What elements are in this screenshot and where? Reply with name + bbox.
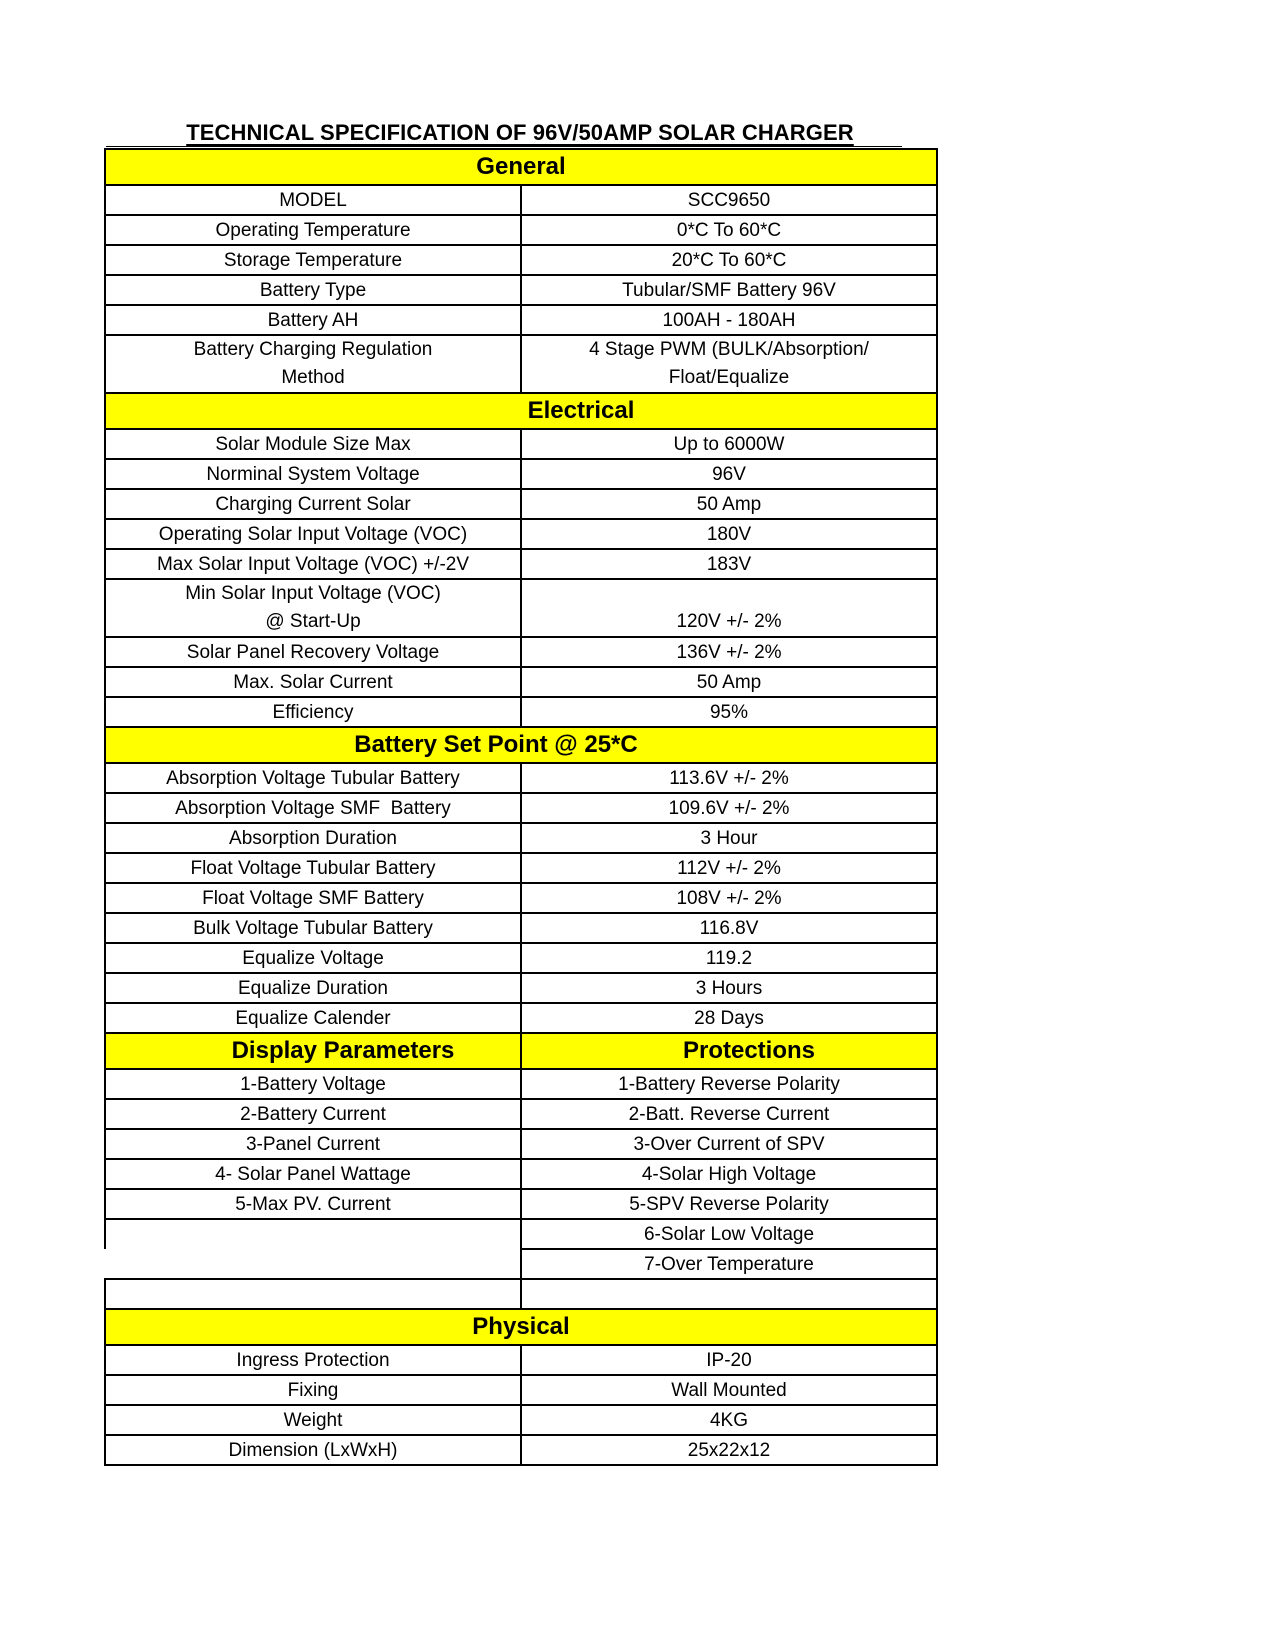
table-row <box>105 697 937 727</box>
protection-item: 2-Batt. Reverse Current <box>521 1099 937 1129</box>
empty-cell <box>521 1279 937 1309</box>
title-rule <box>106 146 902 147</box>
spec-label: Dimension (LxWxH) <box>105 1435 521 1465</box>
protection-item: 5-SPV Reverse Polarity <box>521 1189 937 1219</box>
section-header-battery-set-point <box>105 727 937 763</box>
spec-value: 183V <box>521 549 937 579</box>
table-row <box>105 579 937 637</box>
spec-label: Bulk Voltage Tubular Battery <box>105 913 521 943</box>
table-row <box>105 853 937 883</box>
spec-value: 109.6V +/- 2% <box>521 793 937 823</box>
spec-value: 28 Days <box>521 1003 937 1033</box>
table-row <box>105 973 937 1003</box>
display-parameter: 2-Battery Current <box>105 1099 521 1129</box>
table-row <box>105 459 937 489</box>
spec-label: Operating Solar Input Voltage (VOC) <box>105 519 521 549</box>
table-row <box>105 1345 937 1375</box>
spec-label: Absorption Duration <box>105 823 521 853</box>
display-parameter: 4- Solar Panel Wattage <box>105 1159 521 1189</box>
section-title-protections: Protections <box>521 1033 937 1069</box>
table-row <box>105 519 937 549</box>
spec-label: Float Voltage Tubular Battery <box>105 853 521 883</box>
spec-value: 180V <box>521 519 937 549</box>
protection-item: 6-Solar Low Voltage <box>521 1219 937 1249</box>
spec-label: Equalize Calender <box>105 1003 521 1033</box>
table-row <box>105 215 937 245</box>
spec-label-line: Method <box>281 367 345 388</box>
spec-value: 136V +/- 2% <box>521 637 937 667</box>
table-row <box>105 793 937 823</box>
spec-value: IP-20 <box>521 1345 937 1375</box>
table-row <box>105 429 937 459</box>
spec-value: 25x22x12 <box>521 1435 937 1465</box>
table-row <box>105 1219 937 1249</box>
spec-value-line: Float/Equalize <box>668 367 790 388</box>
table-row <box>105 1129 937 1159</box>
section-header-general <box>105 149 937 185</box>
spec-label: Ingress Protection <box>105 1345 521 1375</box>
spec-label: Fixing <box>105 1375 521 1405</box>
spec-label: Solar Module Size Max <box>105 429 521 459</box>
spec-label: Operating Temperature <box>105 215 521 245</box>
spec-value: 96V <box>521 459 937 489</box>
spec-value: Wall Mounted <box>521 1375 937 1405</box>
protection-item: 7-Over Temperature <box>521 1249 937 1279</box>
spec-label <box>105 335 521 393</box>
protection-item: 3-Over Current of SPV <box>521 1129 937 1159</box>
spec-label: Max. Solar Current <box>105 667 521 697</box>
table-row <box>105 883 937 913</box>
spec-label: Absorption Voltage Tubular Battery <box>105 763 521 793</box>
document-title: TECHNICAL SPECIFICATION OF 96V/50AMP SOLAR CHARGER <box>186 120 854 145</box>
table-row <box>105 1405 937 1435</box>
spec-value: Up to 6000W <box>521 429 937 459</box>
spec-label: Solar Panel Recovery Voltage <box>105 637 521 667</box>
display-parameter: 5-Max PV. Current <box>105 1189 521 1219</box>
section-title: Physical <box>105 1309 937 1345</box>
table-row <box>105 245 937 275</box>
spec-label: Float Voltage SMF Battery <box>105 883 521 913</box>
spec-label: Equalize Voltage <box>105 943 521 973</box>
spec-label: Absorption Voltage SMF Battery <box>105 793 521 823</box>
spec-value: 50 Amp <box>521 489 937 519</box>
spec-value: 3 Hour <box>521 823 937 853</box>
spec-label <box>105 579 521 637</box>
table-row <box>105 1279 937 1309</box>
table-row <box>105 549 937 579</box>
spec-label: Charging Current Solar <box>105 489 521 519</box>
table-row <box>105 913 937 943</box>
spec-value: 119.2 <box>521 943 937 973</box>
table-row <box>105 1099 937 1129</box>
spec-label: Battery Type <box>105 275 521 305</box>
table-row <box>105 1003 937 1033</box>
spec-value-line: 4 Stage PWM (BULK/Absorption/ <box>589 339 869 360</box>
spec-value: SCC9650 <box>521 185 937 215</box>
spec-value <box>521 335 937 393</box>
table-row <box>105 637 937 667</box>
empty-cell <box>105 1219 521 1249</box>
table-row <box>105 305 937 335</box>
table-row <box>105 1069 937 1099</box>
display-parameter: 3-Panel Current <box>105 1129 521 1159</box>
spec-value: Tubular/SMF Battery 96V <box>521 275 937 305</box>
protection-item: 1-Battery Reverse Polarity <box>521 1069 937 1099</box>
table-row <box>105 823 937 853</box>
section-title-display: Display Parameters <box>105 1033 521 1069</box>
table-row <box>105 1435 937 1465</box>
spec-label: Efficiency <box>105 697 521 727</box>
spec-label: Weight <box>105 1405 521 1435</box>
spec-value: 4KG <box>521 1405 937 1435</box>
table-row <box>105 1159 937 1189</box>
section-header-electrical <box>105 393 937 429</box>
section-title: General <box>105 149 937 185</box>
empty-cell <box>105 1279 521 1309</box>
spec-table <box>104 148 938 1466</box>
spec-label: Storage Temperature <box>105 245 521 275</box>
table-row <box>105 1249 937 1279</box>
table-row <box>105 1189 937 1219</box>
spec-label: Battery AH <box>105 305 521 335</box>
table-row <box>105 667 937 697</box>
spec-value: 120V +/- 2% <box>521 579 937 637</box>
spec-value: 95% <box>521 697 937 727</box>
display-parameter: 1-Battery Voltage <box>105 1069 521 1099</box>
spec-value: 0*C To 60*C <box>521 215 937 245</box>
spec-label: MODEL <box>105 185 521 215</box>
table-row <box>105 185 937 215</box>
spec-value: 113.6V +/- 2% <box>521 763 937 793</box>
table-row <box>105 275 937 305</box>
table-row <box>105 489 937 519</box>
section-header-display-protections <box>105 1033 937 1069</box>
spec-value: 112V +/- 2% <box>521 853 937 883</box>
section-header-physical <box>105 1309 937 1345</box>
spec-label-line: Battery Charging Regulation <box>193 339 433 360</box>
empty-cell <box>105 1249 521 1279</box>
protection-item: 4-Solar High Voltage <box>521 1159 937 1189</box>
section-title: Battery Set Point @ 25*C <box>105 727 937 763</box>
spec-value: 100AH - 180AH <box>521 305 937 335</box>
spec-label-line: Min Solar Input Voltage (VOC) <box>185 583 441 604</box>
table-row <box>105 763 937 793</box>
spec-value: 20*C To 60*C <box>521 245 937 275</box>
spec-label-line: @ Start-Up <box>265 611 361 632</box>
spec-value: 108V +/- 2% <box>521 883 937 913</box>
table-row <box>105 335 937 393</box>
table-row <box>105 943 937 973</box>
spec-label: Max Solar Input Voltage (VOC) +/-2V <box>105 549 521 579</box>
spec-value: 3 Hours <box>521 973 937 1003</box>
section-title: Electrical <box>105 393 937 429</box>
spec-label: Norminal System Voltage <box>105 459 521 489</box>
spec-label: Equalize Duration <box>105 973 521 1003</box>
spec-value: 50 Amp <box>521 667 937 697</box>
table-row <box>105 1375 937 1405</box>
spec-value: 116.8V <box>521 913 937 943</box>
